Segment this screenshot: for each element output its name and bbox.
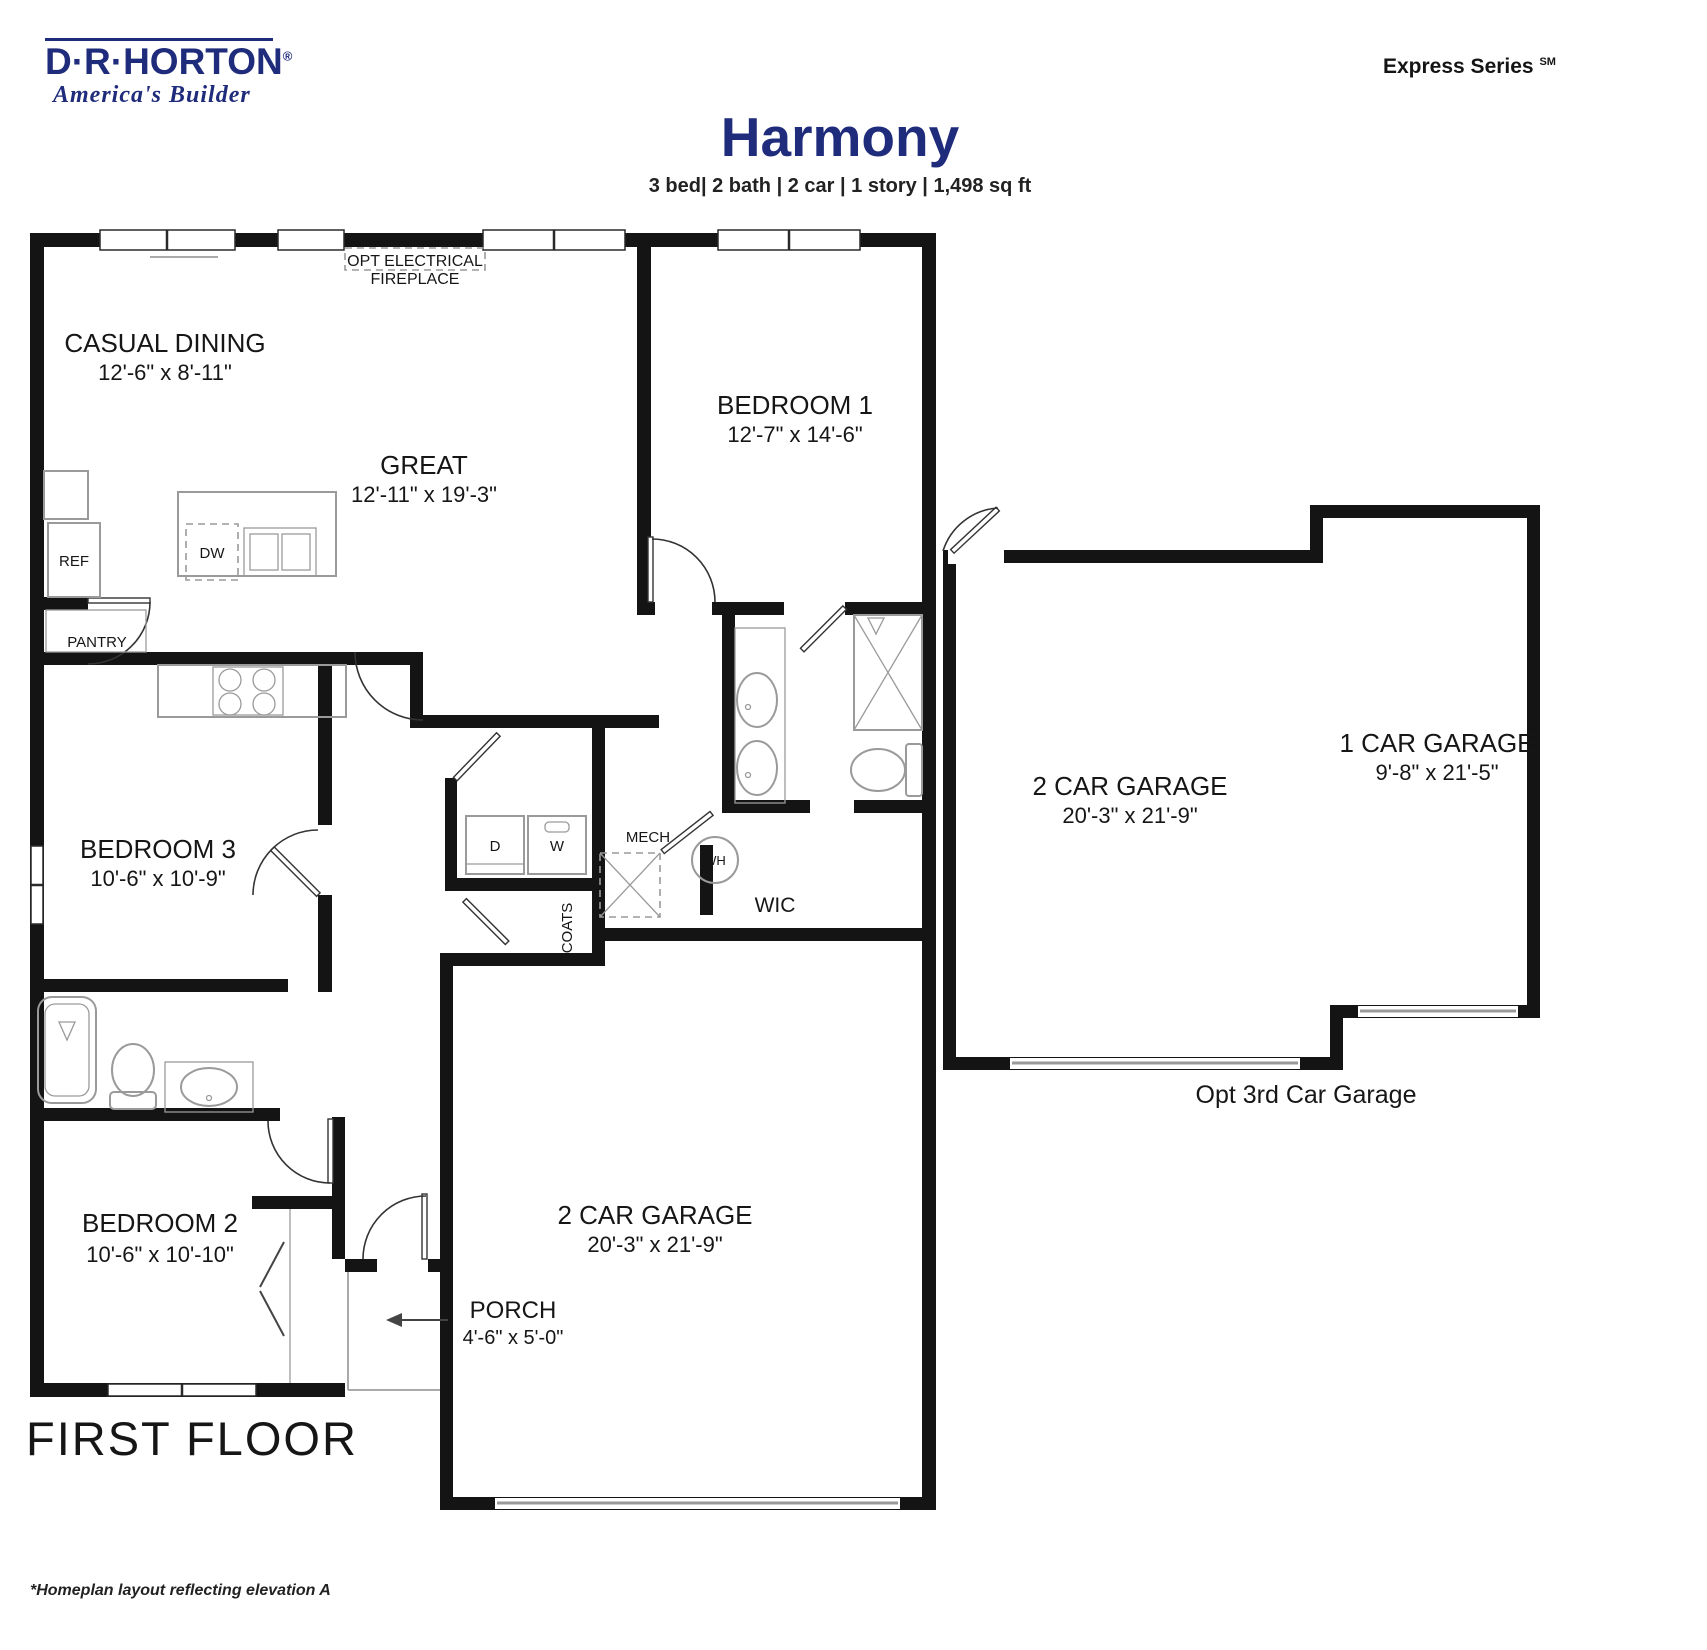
wall: [637, 602, 655, 615]
room-label-bedroom2: BEDROOM 2: [81, 1208, 239, 1238]
burner: [253, 669, 275, 691]
kitchen-counter: [158, 665, 346, 717]
bedroom3-door-leaf: [271, 847, 320, 896]
bedroom2-door-arc: [268, 1121, 330, 1183]
wall: [1527, 505, 1540, 1018]
opt-3rd-garage-label: Opt 3rd Car Garage: [1195, 1081, 1417, 1109]
range: [213, 667, 283, 715]
toilet-tank: [110, 1092, 156, 1109]
wall: [410, 652, 423, 728]
wall: [605, 928, 922, 941]
bedroom1-door-arc: [652, 539, 715, 602]
entry-door-arc: [363, 1196, 426, 1259]
room-label-porch: PORCH: [469, 1297, 557, 1324]
tub-faucet: [59, 1022, 75, 1040]
fixture-label-dw: DW: [199, 545, 225, 562]
wall: [30, 1108, 280, 1121]
room-dims-garage-1car-right: 9'-8" x 21'-5": [1375, 760, 1499, 785]
room-label-garage-bottom: 2 CAR GARAGE: [557, 1200, 753, 1230]
room-label-garage-2car-right: 2 CAR GARAGE: [1032, 771, 1228, 801]
logo-tagline: America's Builder: [53, 81, 251, 108]
wall: [30, 597, 88, 610]
room-label-pantry: PANTRY: [67, 634, 127, 651]
wall: [592, 715, 605, 966]
elevation-footnote: *Homeplan layout reflecting elevation A: [30, 1582, 331, 1599]
room-dims-great: 12'-11" x 19'-3": [351, 482, 497, 507]
kitchen-counter: [44, 471, 88, 519]
room-dims-bedroom2: 10'-6" x 10'-10": [86, 1242, 234, 1267]
wall: [30, 652, 423, 665]
fixture-label-wh: WH: [704, 853, 726, 868]
porch-arrow-head: [386, 1313, 402, 1327]
sink-basin: [282, 534, 310, 570]
registered-mark: ®: [282, 48, 293, 64]
wall: [854, 800, 936, 813]
room-label-casual-dining: CASUAL DINING: [64, 328, 266, 358]
wall: [445, 778, 457, 878]
room-label-garage-1car-right: 1 CAR GARAGE: [1339, 728, 1535, 758]
burner: [253, 693, 275, 715]
bifold-door: [260, 1291, 284, 1336]
room-label-great: GREAT: [380, 450, 468, 480]
wall: [445, 878, 605, 891]
series-text: Express Series: [1383, 55, 1534, 78]
room-label-bedroom1: BEDROOM 1: [716, 390, 874, 420]
wall: [440, 953, 453, 1510]
laundry-door-leaf: [453, 733, 500, 781]
room-label-bedroom3: BEDROOM 3: [79, 834, 237, 864]
sink-basin: [250, 534, 278, 570]
floor-label: FIRST FLOOR: [26, 1412, 358, 1465]
bedroom1-door-leaf: [648, 537, 653, 602]
bath-vanity: [165, 1062, 253, 1112]
coats-door-leaf: [463, 899, 509, 945]
bath-sink: [737, 741, 777, 795]
burner: [219, 669, 241, 691]
bathtub-inner: [45, 1004, 89, 1096]
window: [278, 230, 344, 250]
burner: [219, 693, 241, 715]
sink-faucet: [207, 1096, 212, 1101]
bathtub: [38, 997, 96, 1103]
room-dims-garage-bottom: 20'-3" x 21'-9": [587, 1232, 723, 1257]
wall: [332, 1117, 345, 1259]
wall: [922, 233, 936, 1510]
plan-specs: 3 bed| 2 bath | 2 car | 1 story | 1,498 sq ft: [648, 175, 1032, 197]
toilet: [851, 749, 905, 791]
wall: [252, 1196, 332, 1209]
wall: [345, 1259, 377, 1272]
sink-faucet: [746, 773, 751, 778]
room-dims-casual-dining: 12'-6" x 8'-11": [98, 360, 232, 385]
logo-text: D·R·HORTON: [45, 41, 283, 82]
room-dims-bedroom1: 12'-7" x 14'-6": [727, 422, 863, 447]
wall: [943, 550, 956, 1070]
wall: [318, 895, 332, 992]
wall: [318, 665, 332, 825]
wall: [440, 953, 605, 966]
fixture-label-ref: REF: [59, 553, 89, 570]
washer-detail: [545, 822, 569, 832]
fixture-label-washer: W: [549, 838, 565, 855]
fixture-label-dryer: D: [489, 838, 501, 855]
room-label-wic: WIC: [754, 894, 796, 917]
bedroom2-door-leaf: [328, 1119, 333, 1183]
wall: [722, 602, 735, 813]
room-label-coats: COATS: [559, 902, 576, 954]
room-dims-garage-2car-right: 20'-3" x 21'-9": [1062, 803, 1198, 828]
shower-head: [868, 618, 884, 634]
opt-fireplace-label-2: FIREPLACE: [370, 271, 460, 288]
plan-title: Harmony: [720, 106, 960, 168]
bath-door-leaf: [800, 606, 846, 652]
room-dims-bedroom3: 10'-6" x 10'-9": [90, 866, 226, 891]
wall: [845, 602, 936, 615]
room-label-mech: MECH: [625, 829, 671, 846]
sink-faucet: [746, 705, 751, 710]
bath-sink: [737, 673, 777, 727]
bifold-door: [260, 1242, 284, 1287]
service-mark: SM: [1539, 56, 1556, 68]
room-dims-porch: 4'-6" x 5'-0": [462, 1327, 564, 1349]
toilet: [112, 1044, 154, 1096]
toilet-tank: [906, 744, 922, 796]
kitchen-sink: [244, 528, 316, 576]
bath-vanity: [735, 628, 785, 803]
wall: [30, 979, 288, 992]
entry-door-leaf: [422, 1194, 427, 1259]
wall: [423, 715, 659, 728]
pantry-door-leaf: [88, 598, 150, 603]
wall: [30, 233, 44, 1397]
opt-fireplace-label-1: OPT ELECTRICAL: [347, 253, 483, 270]
wall: [428, 1259, 453, 1272]
wall: [1310, 505, 1540, 518]
